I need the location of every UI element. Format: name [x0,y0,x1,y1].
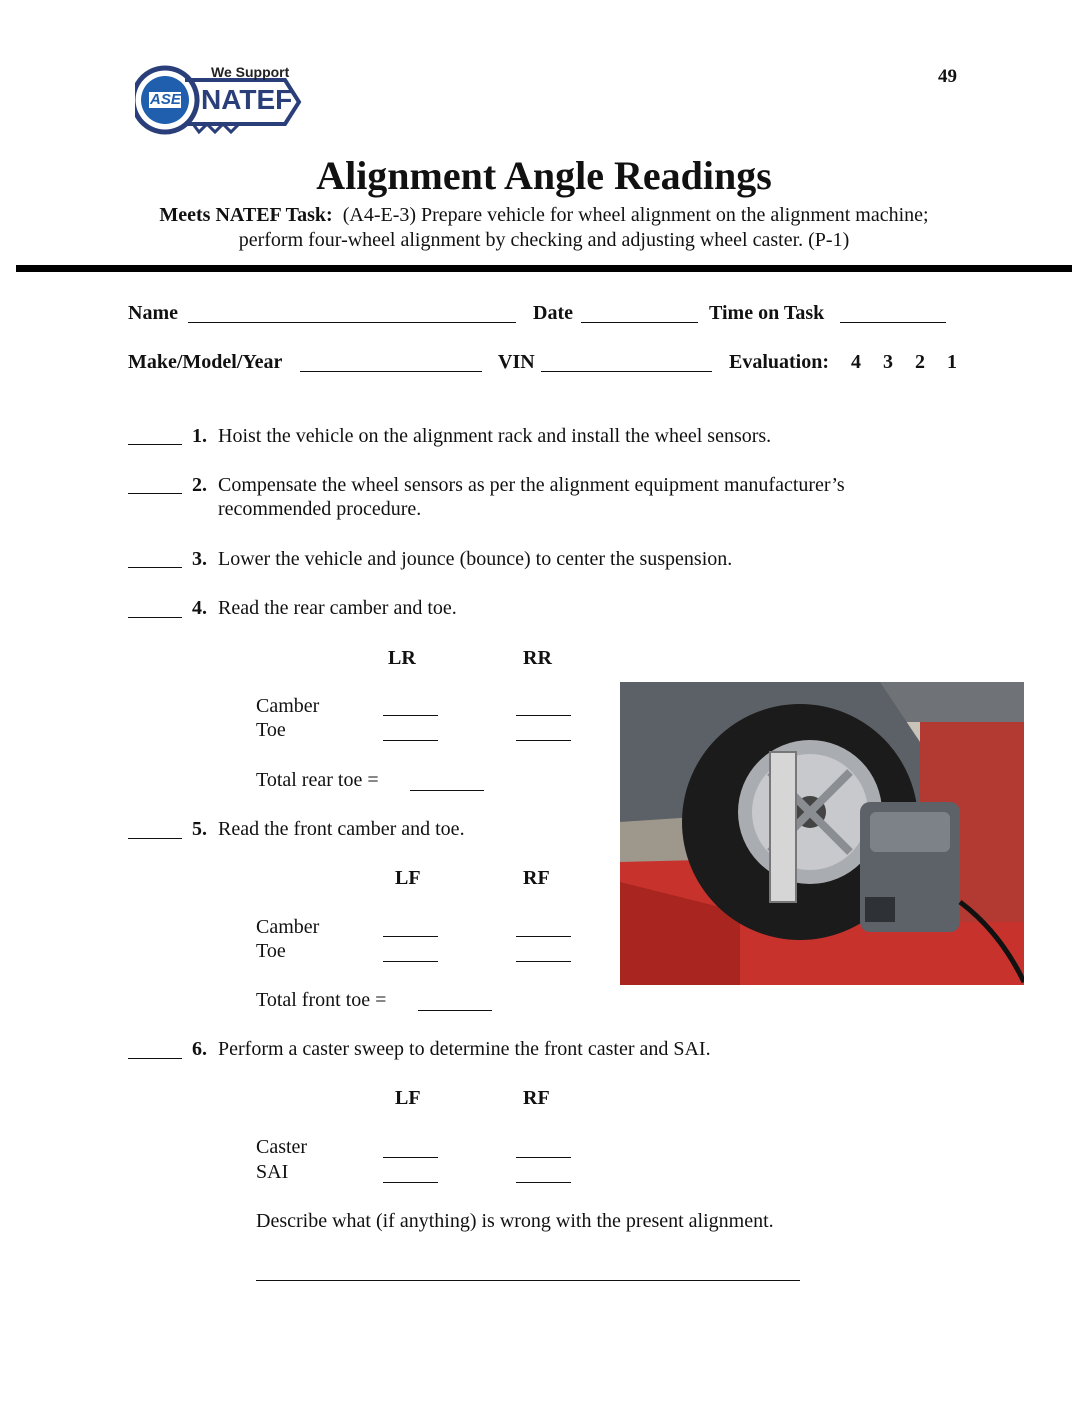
logo-main-text: NATEF [201,84,293,115]
vin-label: VIN [498,351,535,373]
caster-col-lf: LF [395,1087,421,1109]
ase-natef-logo [135,62,305,150]
task-description-1: (A4-E-3) Prepare vehicle for wheel alignment on the alignment machine; [342,204,929,226]
make-model-year-field[interactable] [300,371,482,372]
rear-col-rr: RR [523,647,552,669]
evaluation-score-4[interactable]: 4 [851,351,861,373]
lf-caster-field[interactable] [383,1157,438,1158]
step-1-check-blank[interactable] [128,444,182,445]
lf-toe-field[interactable] [383,961,438,962]
task-line-1 [0,204,1088,227]
wheel-sensor-photo [620,682,1024,985]
header-divider [16,265,1072,272]
step-3-number: 3. [192,548,207,570]
page-number: 49 [938,66,957,87]
step-5-number: 5. [192,818,207,840]
evaluation-score-2[interactable]: 2 [915,351,925,373]
step-2-check-blank[interactable] [128,493,182,494]
step-1-number: 1. [192,425,207,447]
front-col-lf: LF [395,867,421,889]
front-row-camber: Camber [256,916,320,938]
step-4-number: 4. [192,597,207,619]
step-4-check-blank[interactable] [128,617,182,618]
total-rear-toe-label: Total rear toe = [256,769,379,791]
step-6-check-blank[interactable] [128,1058,182,1059]
date-field[interactable] [581,322,698,323]
step-4-text: Read the rear camber and toe. [218,597,457,619]
page-title: Alignment Angle Readings [316,153,772,198]
logo-top-text: We Support [211,64,290,80]
rear-row-toe: Toe [256,719,286,741]
caster-col-rf: RF [523,1087,550,1109]
step-2-number: 2. [192,474,207,496]
evaluation-score-1[interactable]: 1 [947,351,957,373]
describe-answer-line[interactable] [256,1280,800,1281]
total-rear-toe-field[interactable] [410,790,484,791]
evaluation-score-3[interactable]: 3 [883,351,893,373]
total-front-toe-label: Total front toe = [256,989,387,1011]
step-3-text: Lower the vehicle and jounce (bounce) to center the suspension. [218,548,733,570]
logo-badge-text: ASE [150,91,181,108]
rf-sai-field[interactable] [516,1182,571,1183]
rear-row-camber: Camber [256,695,320,717]
name-label: Name [128,302,178,324]
step-2-text-cont: recommended procedure. [218,498,422,520]
task-label: Meets NATEF Task: [159,204,333,226]
front-row-toe: Toe [256,940,286,962]
date-label: Date [533,302,573,324]
step-6-number: 6. [192,1038,207,1060]
front-col-rf: RF [523,867,550,889]
evaluation-label: Evaluation: [729,351,830,373]
step-1-text: Hoist the vehicle on the alignment rack and install the wheel sensors. [218,425,772,447]
step-5-text: Read the front camber and toe. [218,818,465,840]
vin-field[interactable] [541,371,712,372]
lr-camber-field[interactable] [383,715,438,716]
caster-row-caster: Caster [256,1136,308,1158]
rear-col-lr: LR [388,647,416,669]
time-on-task-label: Time on Task [709,302,825,324]
step-5-check-blank[interactable] [128,838,182,839]
lf-sai-field[interactable] [383,1182,438,1183]
rf-camber-field[interactable] [516,936,571,937]
step-3-check-blank[interactable] [128,567,182,568]
lf-camber-field[interactable] [383,936,438,937]
total-front-toe-field[interactable] [418,1010,492,1011]
step-2-text: Compensate the wheel sensors as per the alignment equipment manufacturer’s [218,474,845,496]
task-description-2: perform four-wheel alignment by checking and adjusting wheel caster. (P-1) [238,229,850,251]
caster-row-sai: SAI [256,1161,289,1183]
rr-camber-field[interactable] [516,715,571,716]
time-on-task-field[interactable] [840,322,946,323]
make-model-year-label: Make/Model/Year [128,351,283,373]
lr-toe-field[interactable] [383,740,438,741]
describe-prompt: Describe what (if anything) is wrong with the present alignment. [256,1210,774,1232]
step-6-text: Perform a caster sweep to determine the front caster and SAI. [218,1038,711,1060]
rf-caster-field[interactable] [516,1157,571,1158]
rr-toe-field[interactable] [516,740,571,741]
rf-toe-field[interactable] [516,961,571,962]
name-field[interactable] [188,322,516,323]
